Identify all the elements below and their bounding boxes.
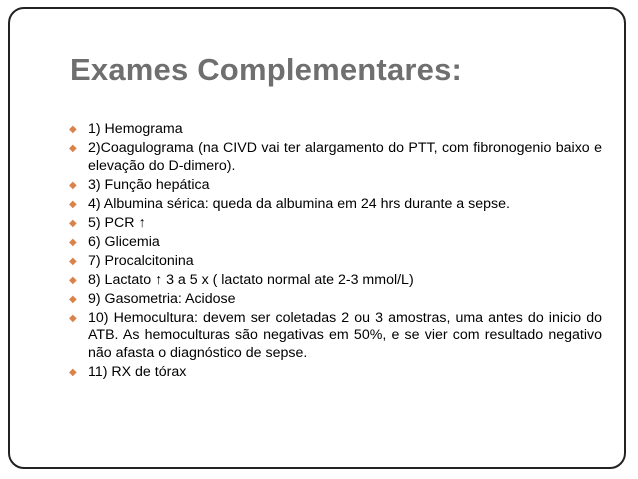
list-item bbox=[69, 140, 602, 175]
list-item-text: 2)Coagulograma (na CIVD vai ter alargamento do PTT, com fibronogenio baixo e elevação do D-dimero). bbox=[88, 140, 602, 174]
list-item bbox=[69, 177, 602, 195]
bullet-icon: ◆ bbox=[69, 312, 77, 324]
bullet-icon: ◆ bbox=[69, 293, 77, 305]
list-item bbox=[69, 291, 602, 309]
list-item bbox=[69, 234, 602, 252]
list-item-text: 3) Função hepática bbox=[88, 176, 210, 193]
list-item bbox=[69, 272, 602, 290]
bullet-icon: ◆ bbox=[69, 366, 77, 378]
bullet-icon: ◆ bbox=[69, 198, 77, 210]
list-item-text: 5) PCR ↑ bbox=[88, 214, 146, 231]
bullet-icon: ◆ bbox=[69, 124, 77, 135]
list-item-text: 4) Albumina sérica: queda da albumina em 24 hrs durante a sepse. bbox=[88, 195, 510, 212]
bullet-icon: ◆ bbox=[69, 274, 77, 286]
list-item-text: 1) Hemograma bbox=[88, 121, 183, 137]
bullet-list bbox=[69, 121, 602, 383]
bullet-icon: ◆ bbox=[69, 255, 77, 267]
list-item bbox=[69, 215, 602, 233]
list-item bbox=[69, 310, 602, 363]
bullet-icon: ◆ bbox=[69, 143, 77, 154]
list-item-text: 11) RX de tórax bbox=[88, 363, 187, 380]
slide-title: Exames Complementares: bbox=[70, 52, 463, 87]
bullet-icon: ◆ bbox=[69, 217, 77, 229]
bullet-icon: ◆ bbox=[69, 179, 77, 191]
list-item-text: 6) Glicemia bbox=[88, 233, 160, 250]
list-item-text: 9) Gasometria: Acidose bbox=[88, 290, 236, 307]
list-item-text: 8) Lactato ↑ 3 a 5 x ( lactato normal ate 2-3 mmol/L) bbox=[88, 271, 414, 288]
list-item bbox=[69, 253, 602, 271]
list-item bbox=[69, 196, 602, 214]
list-item-text: 10) Hemocultura: devem ser coletadas 2 ou 3 amostras, uma antes do inicio do ATB. As hemoculturas são negativas em 50%, e se vier com resultado negativo não afasta o diagnóstico de sepse. bbox=[88, 309, 602, 361]
list-item bbox=[69, 364, 602, 382]
list-item-text: 7) Procalcitonina bbox=[88, 252, 194, 269]
list-item bbox=[69, 121, 602, 139]
bullet-icon: ◆ bbox=[69, 236, 77, 248]
